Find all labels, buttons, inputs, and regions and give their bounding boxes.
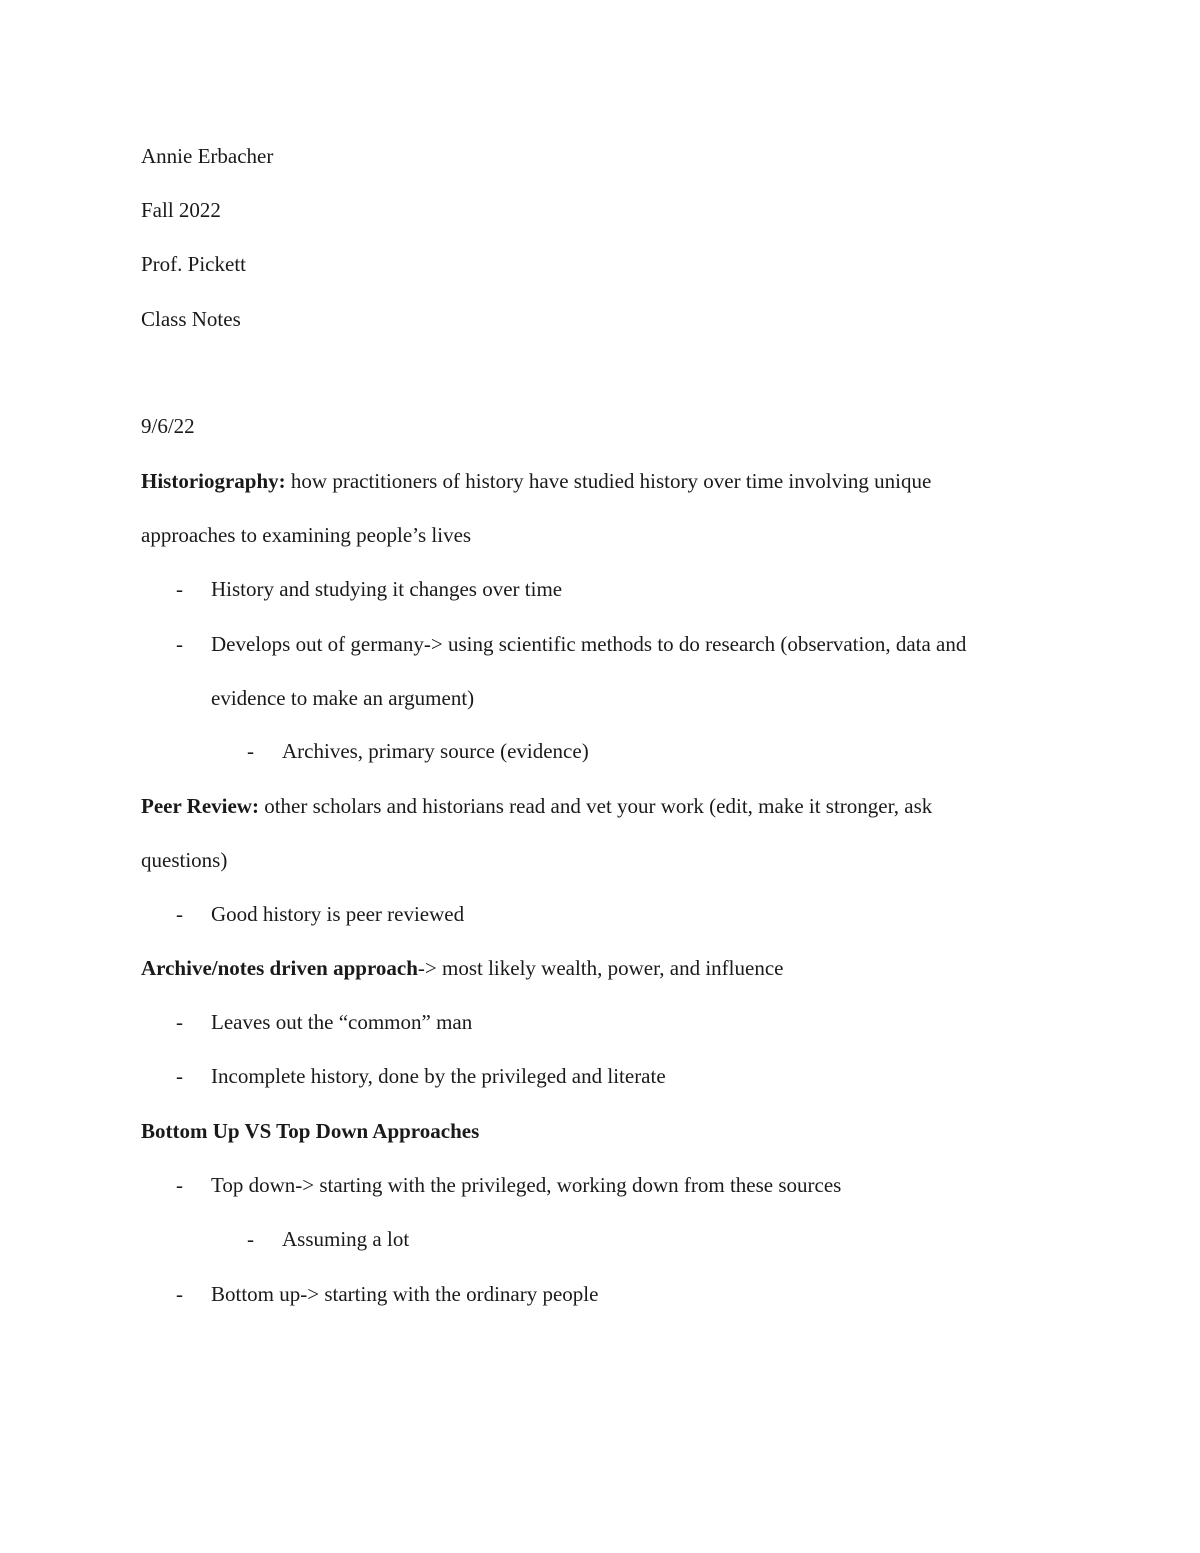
approaches-heading: Bottom Up VS Top Down Approaches xyxy=(141,1119,480,1143)
bullet-dash: - xyxy=(176,1173,183,1197)
peer-review-definition-text: other scholars and historians read and vet your work (edit, make it stronger, ask xyxy=(258,794,933,818)
note-date: 9/6/22 xyxy=(141,414,195,438)
peer-review-term: Peer Review: xyxy=(141,794,259,818)
bullet-dash: - xyxy=(176,577,183,601)
historiography-sub-bullet-1: Archives, primary source (evidence) xyxy=(282,739,589,763)
bullet-dash: - xyxy=(176,902,183,926)
historiography-bullet-1: History and studying it changes over time xyxy=(211,577,563,601)
bullet-dash: - xyxy=(176,1064,183,1088)
professor: Prof. Pickett xyxy=(141,252,246,276)
archive-term: Archive/notes driven approach xyxy=(141,956,418,980)
bullet-dash: - xyxy=(176,632,183,656)
archive-bullet-2: Incomplete history, done by the privileged and literate xyxy=(211,1064,666,1088)
historiography-definition-text: how practitioners of history have studied history over time involving unique xyxy=(285,469,932,493)
term: Fall 2022 xyxy=(141,198,221,222)
peer-review-bullet-1: Good history is peer reviewed xyxy=(211,902,465,926)
archive-bullet-1: Leaves out the “common” man xyxy=(211,1010,473,1034)
approaches-bullet-2: Bottom up-> starting with the ordinary people xyxy=(211,1282,599,1306)
document-title: Class Notes xyxy=(141,307,241,331)
archive-definition xyxy=(141,956,783,980)
sub-bullet-dash: - xyxy=(247,1227,254,1251)
bullet-dash: - xyxy=(176,1010,183,1034)
peer-review-definition-continued: questions) xyxy=(141,848,228,872)
author-name: Annie Erbacher xyxy=(141,144,274,168)
approaches-bullet-1: Top down-> starting with the privileged, working down from these sources xyxy=(211,1173,842,1197)
archive-definition-text: -> most likely wealth, power, and influence xyxy=(417,956,784,980)
bullet-dash: - xyxy=(176,1282,183,1306)
historiography-bullet-2-continued: evidence to make an argument) xyxy=(211,686,475,710)
historiography-term: Historiography: xyxy=(141,469,286,493)
historiography-definition-continued: approaches to examining people’s lives xyxy=(141,523,472,547)
historiography-definition xyxy=(141,469,931,493)
peer-review-definition xyxy=(141,794,932,818)
historiography-bullet-2: Develops out of germany-> using scientific methods to do research (observation, data and xyxy=(211,632,967,656)
approaches-sub-bullet-1: Assuming a lot xyxy=(282,1227,410,1251)
sub-bullet-dash: - xyxy=(247,739,254,763)
